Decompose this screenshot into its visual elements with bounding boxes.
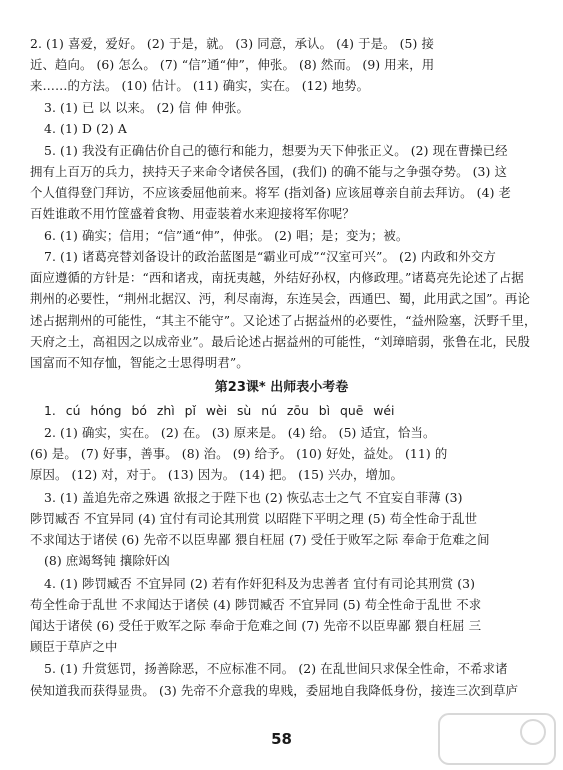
text-line: (6) 是。 (7) 好事，善事。 (8) 治。 (9) 给予。 (10) 好处，益处。 (11) 的 bbox=[30, 446, 448, 461]
text-line: 荆州的必要性，“荆州北据汉、沔，利尽南海，东连吴会，西通巴、蜀，此用武之国”。再论 bbox=[30, 291, 531, 306]
text-line: (8) 庶竭驽钝 攘除奸凶 bbox=[44, 553, 170, 568]
text-line: 不求闻达于诸侯 (6) 先帝不以臣卑鄙 猥自枉屈 (7) 受任于败军之际 奉命于危难之间 bbox=[30, 532, 490, 547]
text-line: 来……的方法。 (10) 估计。 (11) 确实，实在。 (12) 地势。 bbox=[30, 78, 370, 93]
text-line: 国富而不知存恤，智能之士思得明君”。 bbox=[30, 355, 249, 370]
text-line: 近、趋向。 (6) 怎么。 (7) “信”通“伸”，伸张。 (8) 然而。 (9) 用来，用 bbox=[30, 57, 435, 72]
text-line: 3. (1) 盖追先帝之殊遇 欲报之于陛下也 (2) 恢弘志士之气 不宜妄自菲薄 (3) bbox=[44, 490, 463, 505]
text-line: 闻达于诸侯 (6) 受任于败军之际 奉命于危难之间 (7) 先帝不以臣卑鄙 猥自枉屈 三 bbox=[30, 618, 482, 633]
pinyin-line: 1. cú hóng bó zhì pǐ wèi sù nú zōu bì quē wéi bbox=[44, 403, 395, 418]
text-line: 4. (1) D (2) A bbox=[44, 121, 127, 136]
text-line: 苟全性命于乱世 不求闻达于诸侯 (4) 陟罚臧否 不宜异同 (5) 苟全性命于乱世 不求 bbox=[30, 597, 482, 612]
text-line: 面应遵循的方针是：“西和诸戎，南抚夷越，外结好孙权，内修政理。”诸葛亮先论述了占据 bbox=[30, 270, 524, 285]
text-line: 顾臣于草庐之中 bbox=[30, 639, 118, 654]
text-line: 述占据荆州的可能性，“其主不能守”。又论述了占据益州的必要性，“益州险塞，沃野千里， bbox=[30, 313, 537, 328]
text-line: 6. (1) 确实；信用；“信”通“伸”，伸张。 (2) 唱；是；变为；被。 bbox=[44, 228, 409, 243]
text-line: 陟罚臧否 不宜异同 (4) 宜付有司论其刑赏 以昭陛下平明之理 (5) 苟全性命于乱世 bbox=[30, 511, 478, 526]
lesson-heading: 第23课* 出师表小考卷 bbox=[214, 380, 349, 395]
text-line: 天府之土，高祖因之以成帝业”。最后论述占据益州的可能性，“刘璋暗弱，张鲁在北，民殷 bbox=[30, 334, 531, 349]
text-line: 侯知道我而获得显贵。 (3) 先帝不介意我的卑贱，委屈地自我降低身份，接连三次到草庐 bbox=[30, 683, 519, 698]
text-line: 5. (1) 升赏惩罚，扬善除恶，不应标准不同。 (2) 在乱世间只求保全性命，不希求诸 bbox=[44, 661, 508, 676]
text-line: 4. (1) 陟罚臧否 不宜异同 (2) 若有作奸犯科及为忠善者 宜付有司论其刑赏 (3) bbox=[44, 576, 476, 591]
watermark-logo bbox=[437, 712, 557, 766]
text-line: 2. (1) 喜爱，爱好。 (2) 于是，就。 (3) 同意，承认。 (4) 于是。 (5) 接 bbox=[30, 36, 434, 51]
text-line: 百姓谁敢不用竹筐盛着食物、用壶装着水来迎接将军你呢？ bbox=[30, 206, 355, 221]
page-number: 58 bbox=[271, 730, 292, 748]
text-line: 原因。 (12) 对，对于。 (13) 因为。 (14) 把。 (15) 兴办，增加。 bbox=[30, 467, 403, 482]
text-line: 个人值得登门拜访，不应该委屈他前来。将军 (指刘备) 应该屈尊亲自前去拜访。 (4) 老 bbox=[30, 185, 512, 200]
text-line: 7. (1) 诸葛亮替刘备设计的政治蓝图是“霸业可成”“汉室可兴”。 (2) 内政和外交方 bbox=[44, 249, 496, 264]
text-line: 2. (1) 确实，实在。 (2) 在。 (3) 原来是。 (4) 给。 (5) 适宜，恰当。 bbox=[44, 425, 436, 440]
text-line: 3. (1) 已 以 以来。 (2) 信 伸 伸张。 bbox=[44, 100, 249, 115]
text-line: 5. (1) 我没有正确估价自己的德行和能力，想要为天下伸张正义。 (2) 现在曹操已经 bbox=[44, 143, 508, 158]
text-line: 拥有上百万的兵力，挟持天子来命令诸侯各国，(我们) 的确不能与之争强夺势。 (3) 这 bbox=[30, 164, 508, 179]
